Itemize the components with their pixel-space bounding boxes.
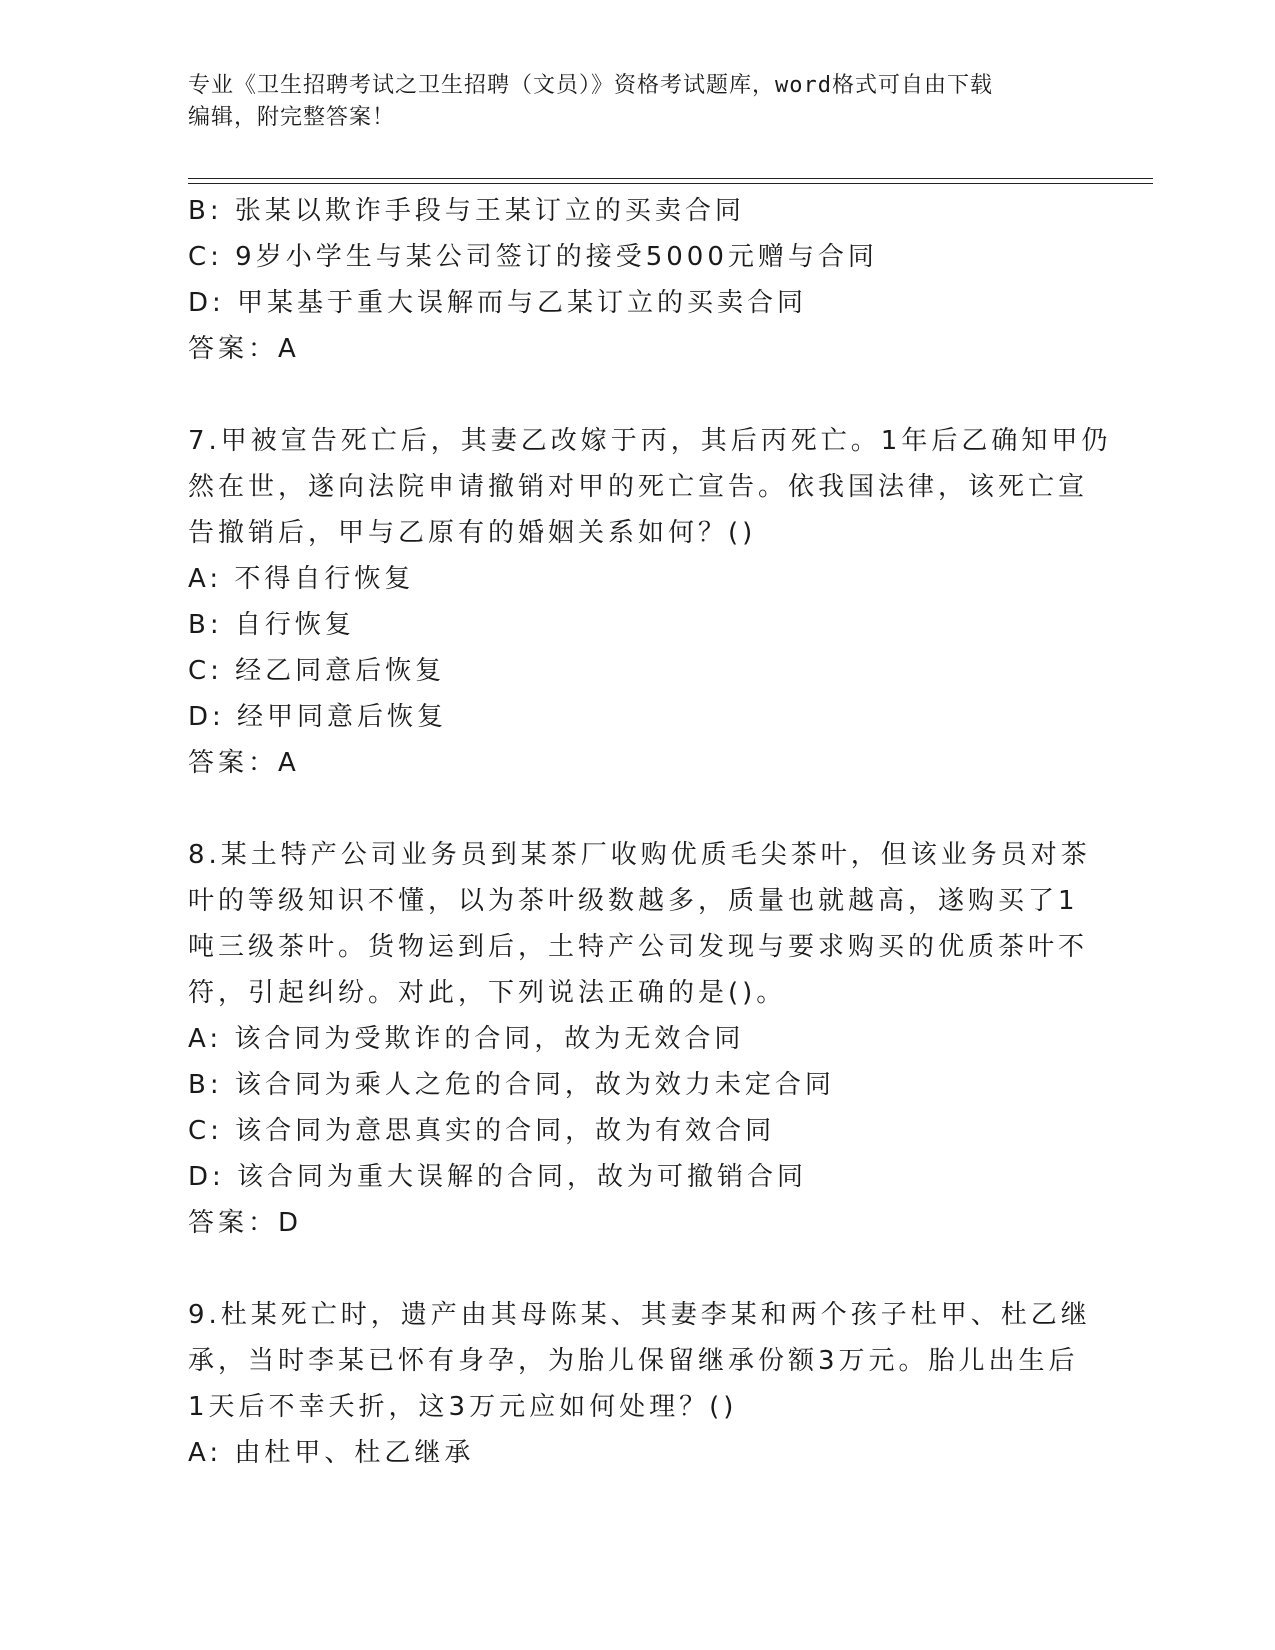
option-d: D: 该合同为重大误解的合同，故为可撤销合同 — [188, 1162, 808, 1192]
spacer — [188, 786, 1088, 832]
question-text-line: 然在世，遂向法院申请撤销对甲的死亡宣告。依我国法律，该死亡宣 — [188, 472, 1089, 502]
question-text-line: 符，引起纠纷。对此，下列说法正确的是()。 — [188, 978, 787, 1008]
header-line-1: 专业《卫生招聘考试之卫生招聘（文员）》资格考试题库，word格式可自由下载 — [188, 73, 993, 98]
option-a: A: 不得自行恢复 — [188, 564, 415, 594]
question-text-line: 7.甲被宣告死亡后，其妻乙改嫁于丙，其后丙死亡。1年后乙确知甲仍 — [188, 426, 1112, 456]
question-7 — [188, 418, 1112, 786]
question-text-line: 8.某土特产公司业务员到某茶厂收购优质毛尖茶叶，但该业务员对茶 — [188, 840, 1091, 870]
spacer — [188, 372, 1088, 418]
header-divider-top — [188, 178, 1153, 179]
question-text-line: 告撤销后，甲与乙原有的婚姻关系如何？() — [188, 518, 757, 548]
question-text-line: 承，当时李某已怀有身孕，为胎儿保留继承份额3万元。胎儿出生后 — [188, 1346, 1079, 1376]
document-header — [188, 70, 1088, 134]
option-c: C: 该合同为意思真实的合同，故为有效合同 — [188, 1116, 776, 1146]
question-text-line: 9.杜某死亡时，遗产由其母陈某、其妻李某和两个孩子杜甲、杜乙继 — [188, 1300, 1091, 1330]
option-b: B: 自行恢复 — [188, 610, 355, 640]
question-text-line: 吨三级茶叶。货物运到后，土特产公司发现与要求购买的优质茶叶不 — [188, 932, 1089, 962]
spacer — [188, 1246, 1088, 1292]
answer: 答案：A — [188, 334, 300, 364]
question-9 — [188, 1292, 1091, 1476]
option-d: D: 经甲同意后恢复 — [188, 702, 448, 732]
option-a: A: 该合同为受欺诈的合同，故为无效合同 — [188, 1024, 745, 1054]
question-text-line: 1天后不幸夭折，这3万元应如何处理？() — [188, 1392, 738, 1422]
question-text-line: 叶的等级知识不懂，以为茶叶级数越多，质量也就越高，遂购买了1 — [188, 886, 1079, 916]
option-b: B: 该合同为乘人之危的合同，故为效力未定合同 — [188, 1070, 835, 1100]
header-line-2: 编辑，附完整答案！ — [188, 105, 396, 130]
option-d: D: 甲某基于重大误解而与乙某订立的买卖合同 — [188, 288, 808, 318]
header-divider-bottom — [188, 183, 1153, 184]
option-a: A: 由杜甲、杜乙继承 — [188, 1438, 475, 1468]
question-8 — [188, 832, 1091, 1246]
question-6 — [188, 188, 1088, 372]
answer: 答案：A — [188, 748, 300, 778]
option-b: B: 张某以欺诈手段与王某订立的买卖合同 — [188, 196, 745, 226]
question-content — [188, 188, 1112, 1476]
option-c: C: 经乙同意后恢复 — [188, 656, 446, 686]
answer: 答案：D — [188, 1208, 303, 1238]
option-c: C: 9岁小学生与某公司签订的接受5000元赠与合同 — [188, 242, 878, 272]
